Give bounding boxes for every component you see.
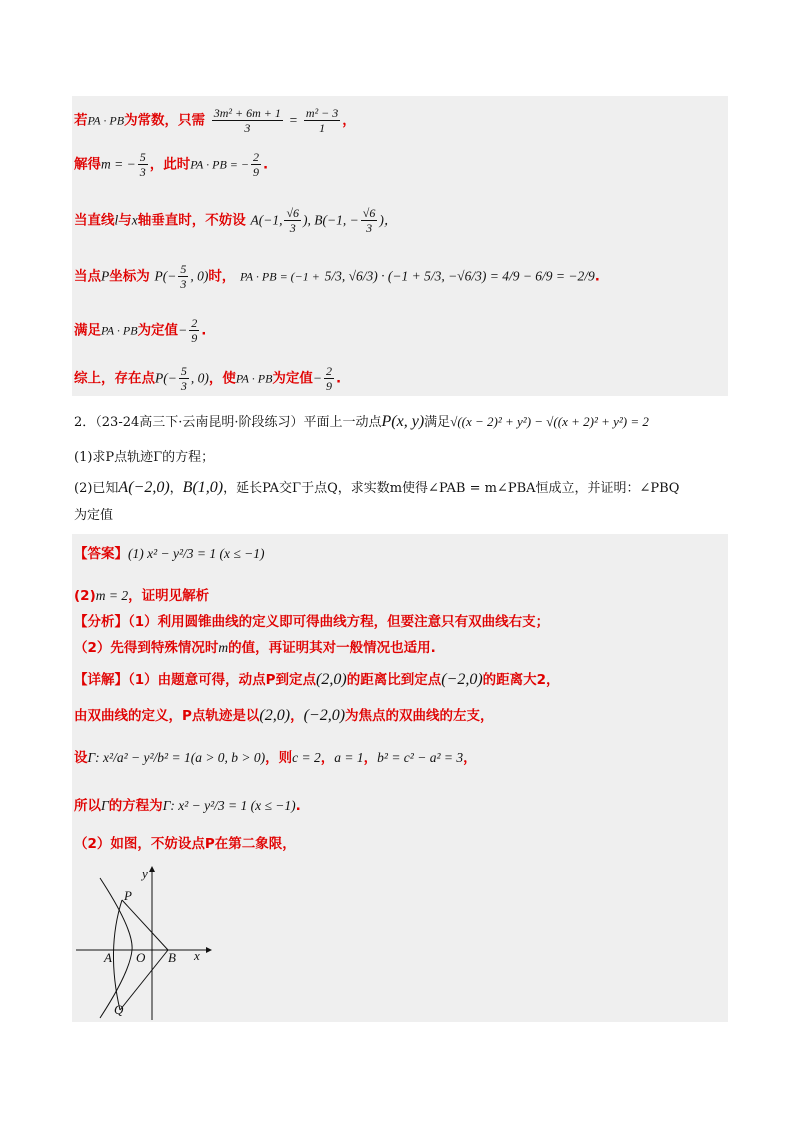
segment-PB (122, 900, 168, 950)
block1-line1: 若PA · PB为常数，只需 $\frac{\text{3m² + 6m + 1}}{3}$ = $\frac{\text{m² − 3}}{1}$ ， (74, 106, 356, 135)
x-axis-arrow (206, 947, 212, 953)
block1-line6: 综上，存在点P(− $\frac{5}{3}$ , 0)，使PA · PB为定值− $\frac{2}{9}$ . (74, 364, 342, 393)
solution-block-top (72, 96, 728, 396)
label-O: O (136, 950, 146, 965)
label-P: P (124, 888, 132, 903)
block1-line2: 解得m = − $\frac{5}{3}$ ，此时PA · PB = − $\frac{2}{9}$ . (74, 150, 269, 179)
answer-line2: (2)m = 2，证明见解析 (74, 588, 210, 604)
block1-line4: 当点P坐标为 P(− $\frac{5}{3}$ , 0)时， PA · PB = (−1 + 5/3, √6/3) · (−1 + 5/3, −√6/3) = 4/9 − 6/9 = −2/9. (74, 262, 600, 291)
analysis-line1: 【分析】（1）利用圆锥曲线的定义即可得曲线方程，但要注意只有双曲线右支； (74, 614, 550, 630)
hyperbola-figure (76, 860, 216, 1020)
label-Q: Q (114, 1002, 124, 1017)
label-x: x (194, 948, 200, 963)
block1-line5: 满足PA · PB为定值− $\frac{2}{9}$ . (74, 316, 207, 345)
problem2-stem: 2．（23-24高三下·云南昆明·阶段练习）平面上一动点P(x, y)满足√((x − 2)² + y²) − √((x + 2)² + y²) = 2 (74, 413, 649, 430)
detail-line5: （2）如图，不妨设点P在第二象限， (74, 836, 296, 852)
problem2-q2-tail: 为定值 (74, 508, 114, 523)
detail-line4: 所以Γ的方程为Γ: x² − y²/3 = 1 (x ≤ −1). (74, 798, 301, 814)
problem2-q2: (2)已知A(−2,0)，B(1,0)，延长PA交Γ于点Q，求实数m使得∠PAB = m∠PBA恒成立，并证明：∠PBQ (74, 479, 680, 496)
y-axis-arrow (149, 866, 155, 872)
problem2-q1: (1)求P点轨迹Γ的方程； (74, 450, 215, 465)
detail-line1: 【详解】（1）由题意可得，动点P到定点(2,0)的距离比到定点(−2,0)的距离大2， (74, 671, 560, 688)
label-B: B (168, 950, 176, 965)
block1-line3: 当直线l与x轴垂直时，不妨设 A(−1, $\frac{√6}{3}$ ), B(−1, − $\frac{√6}{3}$ )， (74, 206, 398, 235)
detail-line2: 由双曲线的定义，P点轨迹是以(2,0)，(−2,0)为焦点的双曲线的左支， (74, 707, 494, 724)
detail-line3: 设Γ: x²/a² − y²/b² = 1(a > 0, b > 0)，则c = 2，a = 1，b² = c² − a² = 3， (74, 750, 477, 766)
answer-line1: 【答案】(1) x² − y²/3 = 1 (x ≤ −1) (74, 546, 265, 562)
analysis-line2: （2）先得到特殊情况时m的值，再证明其对一般情况也适用. (74, 640, 436, 656)
label-A: A (104, 950, 112, 965)
label-y: y (142, 866, 148, 881)
